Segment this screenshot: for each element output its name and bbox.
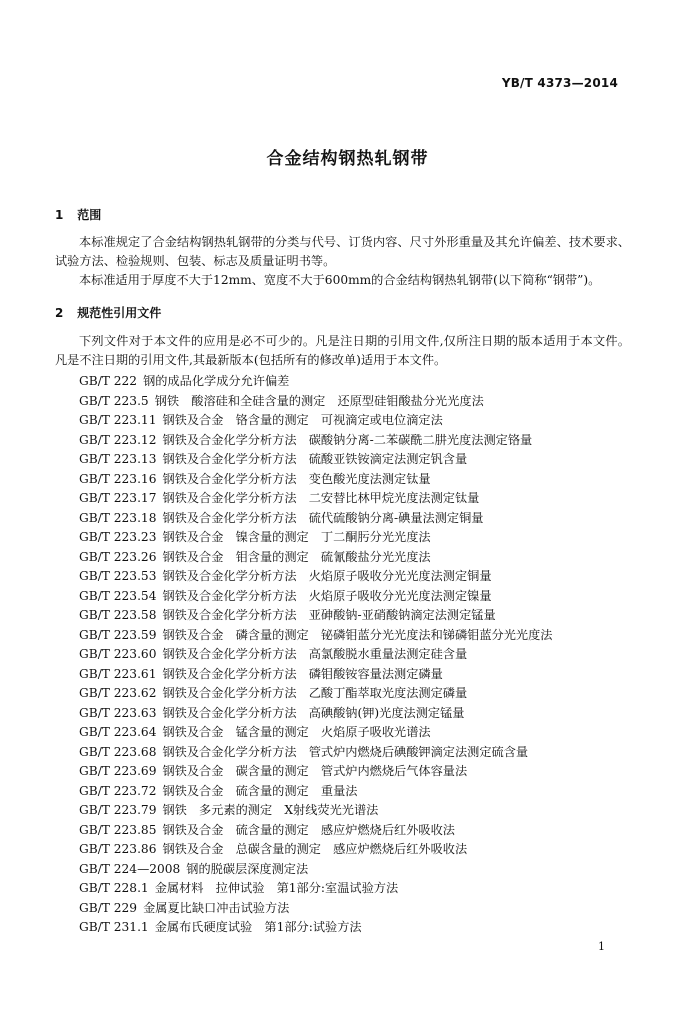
reference-name: 钢铁及合金 钼含量的测定 硫氰酸盐分光光度法 bbox=[162, 549, 431, 564]
reference-name: 钢铁及合金 磷含量的测定 铋磷钼蓝分光光度法和锑磷钼蓝分光光度法 bbox=[162, 627, 553, 642]
reference-code: GB/T 223.79 bbox=[79, 803, 157, 817]
reference-code: GB/T 223.13 bbox=[79, 452, 157, 466]
reference-code: GB/T 223.16 bbox=[79, 471, 157, 486]
reference-item bbox=[79, 470, 552, 490]
reference-name: 钢铁及合金化学分析方法 火焰原子吸收分光光度法测定铜量 bbox=[162, 569, 492, 583]
reference-item bbox=[79, 704, 552, 724]
reference-item bbox=[79, 411, 552, 431]
reference-name: 钢铁及合金化学分析方法 硫酸亚铁铵滴定法测定钒含量 bbox=[162, 452, 468, 466]
reference-item bbox=[79, 899, 552, 919]
reference-code: GB/T 224—2008 bbox=[79, 861, 181, 876]
reference-item bbox=[79, 840, 552, 860]
reference-item bbox=[79, 743, 552, 763]
reference-code: GB/T 223.68 bbox=[79, 744, 157, 759]
reference-name: 金属布氏硬度试验 第1部分:试验方法 bbox=[154, 920, 362, 934]
reference-item bbox=[79, 392, 552, 412]
reference-item bbox=[79, 528, 552, 548]
reference-item bbox=[79, 918, 552, 938]
reference-item bbox=[79, 801, 552, 821]
document-title: 合金结构钢热轧钢带 bbox=[266, 149, 429, 169]
reference-name: 钢铁及合金化学分析方法 碳酸钠分离-二苯碳酰二肼光度法测定铬量 bbox=[162, 432, 533, 447]
reference-name: 钢铁及合金化学分析方法 高氯酸脱水重量法测定硅含量 bbox=[162, 647, 468, 661]
reference-name: 钢铁及合金化学分析方法 亚砷酸钠-亚硝酸钠滴定法测定锰量 bbox=[162, 608, 496, 622]
reference-code: GB/T 223.63 bbox=[79, 705, 157, 720]
reference-name: 钢铁 酸溶硅和全硅含量的测定 还原型硅钼酸盐分光光度法 bbox=[154, 393, 484, 408]
reference-name: 钢铁及合金 碳含量的测定 管式炉内燃烧后气体容量法 bbox=[162, 764, 468, 778]
reference-name: 钢铁及合金 硫含量的测定 重量法 bbox=[162, 783, 358, 798]
reference-item bbox=[79, 762, 552, 782]
reference-code: GB/T 223.59 bbox=[79, 627, 157, 642]
reference-name: 金属材料 拉伸试验 第1部分:室温试验方法 bbox=[154, 881, 399, 895]
section-2-heading bbox=[55, 304, 161, 321]
reference-name: 钢铁及合金 铬含量的测定 可视滴定或电位滴定法 bbox=[162, 413, 443, 427]
reference-item bbox=[79, 821, 552, 841]
reference-name: 钢的成品化学成分允许偏差 bbox=[143, 374, 290, 388]
section-2-number: 2 bbox=[55, 306, 64, 320]
reference-code: GB/T 223.26 bbox=[79, 549, 157, 564]
reference-item bbox=[79, 879, 552, 899]
section-1-number: 1 bbox=[55, 208, 64, 222]
reference-code: GB/T 223.61 bbox=[79, 666, 157, 681]
reference-item bbox=[79, 782, 552, 802]
reference-name: 钢铁及合金化学分析方法 硫代硫酸钠分离-碘量法测定铜量 bbox=[162, 510, 484, 525]
reference-item bbox=[79, 606, 552, 626]
reference-item bbox=[79, 509, 552, 529]
reference-name: 钢铁及合金化学分析方法 乙酸丁酯萃取光度法测定磷量 bbox=[162, 686, 468, 700]
section-2-intro: 下列文件对于本文件的应用是必不可少的。凡是注日期的引用文件,仅所注日期的版本适用于本文件。凡是不注日期的引用文件,其最新版本(包括所有的修改单)适用于本文件。 bbox=[55, 334, 630, 367]
reference-item bbox=[79, 626, 552, 646]
reference-code: GB/T 223.17 bbox=[79, 491, 157, 505]
reference-code: GB/T 223.18 bbox=[79, 510, 157, 525]
reference-code: GB/T 222 bbox=[79, 374, 138, 388]
reference-code: GB/T 223.62 bbox=[79, 686, 157, 700]
reference-name: 钢铁及合金 锰含量的测定 火焰原子吸收光谱法 bbox=[162, 725, 431, 739]
section-1-paragraph-2: 本标准适用于厚度不大于12mm、宽度不大于600mm的合金结构钢热轧钢带(以下简称“钢带”)。 bbox=[79, 273, 601, 287]
reference-code: GB/T 223.54 bbox=[79, 588, 157, 603]
reference-item bbox=[79, 548, 552, 568]
reference-item bbox=[79, 489, 552, 509]
reference-list bbox=[79, 372, 552, 938]
reference-code: GB/T 223.5 bbox=[79, 393, 149, 408]
section-2-title: 规范性引用文件 bbox=[77, 306, 162, 320]
reference-item bbox=[79, 567, 552, 587]
reference-code: GB/T 223.11 bbox=[79, 413, 157, 427]
page-number: 1 bbox=[598, 940, 605, 953]
reference-item bbox=[79, 645, 552, 665]
reference-name: 金属夏比缺口冲击试验方法 bbox=[143, 900, 290, 915]
reference-name: 钢铁及合金化学分析方法 变色酸光度法测定钛量 bbox=[162, 471, 431, 486]
reference-name: 钢铁 多元素的测定 X射线荧光光谱法 bbox=[162, 803, 379, 817]
reference-item bbox=[79, 723, 552, 743]
reference-code: GB/T 223.23 bbox=[79, 530, 157, 544]
reference-code: GB/T 223.53 bbox=[79, 569, 157, 583]
reference-name: 钢铁及合金化学分析方法 高碘酸钠(钾)光度法测定锰量 bbox=[162, 705, 465, 720]
reference-code: GB/T 229 bbox=[79, 900, 138, 915]
reference-code: GB/T 223.12 bbox=[79, 432, 157, 447]
reference-name: 钢铁及合金化学分析方法 二安替比林甲烷光度法测定钛量 bbox=[162, 491, 480, 505]
reference-code: GB/T 223.58 bbox=[79, 608, 157, 622]
reference-name: 钢铁及合金 镍含量的测定 丁二酮肟分光光度法 bbox=[162, 530, 431, 544]
reference-code: GB/T 223.64 bbox=[79, 725, 157, 739]
reference-code: GB/T 223.85 bbox=[79, 822, 157, 837]
reference-item bbox=[79, 372, 552, 392]
document-code: YB/T 4373—2014 bbox=[501, 76, 618, 90]
section-1-heading bbox=[55, 206, 101, 223]
reference-code: GB/T 223.86 bbox=[79, 842, 157, 856]
reference-name: 钢铁及合金 硫含量的测定 感应炉燃烧后红外吸收法 bbox=[162, 822, 455, 837]
section-1-paragraph-1: 本标准规定了合金结构钢热轧钢带的分类与代号、订货内容、尺寸外形重量及其允许偏差、技术要求、试验方法、检验规则、包装、标志及质量证明书等。 bbox=[55, 235, 630, 268]
reference-code: GB/T 223.72 bbox=[79, 783, 157, 798]
reference-name: 钢铁及合金化学分析方法 火焰原子吸收分光光度法测定镍量 bbox=[162, 588, 492, 603]
reference-code: GB/T 223.69 bbox=[79, 764, 157, 778]
reference-name: 钢铁及合金化学分析方法 管式炉内燃烧后碘酸钾滴定法测定硫含量 bbox=[162, 744, 529, 759]
reference-name: 钢铁及合金 总碳含量的测定 感应炉燃烧后红外吸收法 bbox=[162, 842, 468, 856]
reference-code: GB/T 228.1 bbox=[79, 881, 149, 895]
reference-name: 钢铁及合金化学分析方法 磷钼酸铵容量法测定磷量 bbox=[162, 666, 443, 681]
reference-name: 钢的脱碳层深度测定法 bbox=[186, 861, 309, 876]
reference-item bbox=[79, 431, 552, 451]
reference-item bbox=[79, 587, 552, 607]
reference-item bbox=[79, 450, 552, 470]
reference-item bbox=[79, 665, 552, 685]
reference-code: GB/T 231.1 bbox=[79, 920, 149, 934]
section-1-title: 范围 bbox=[77, 208, 102, 222]
reference-code: GB/T 223.60 bbox=[79, 647, 157, 661]
reference-item bbox=[79, 860, 552, 880]
reference-item bbox=[79, 684, 552, 704]
